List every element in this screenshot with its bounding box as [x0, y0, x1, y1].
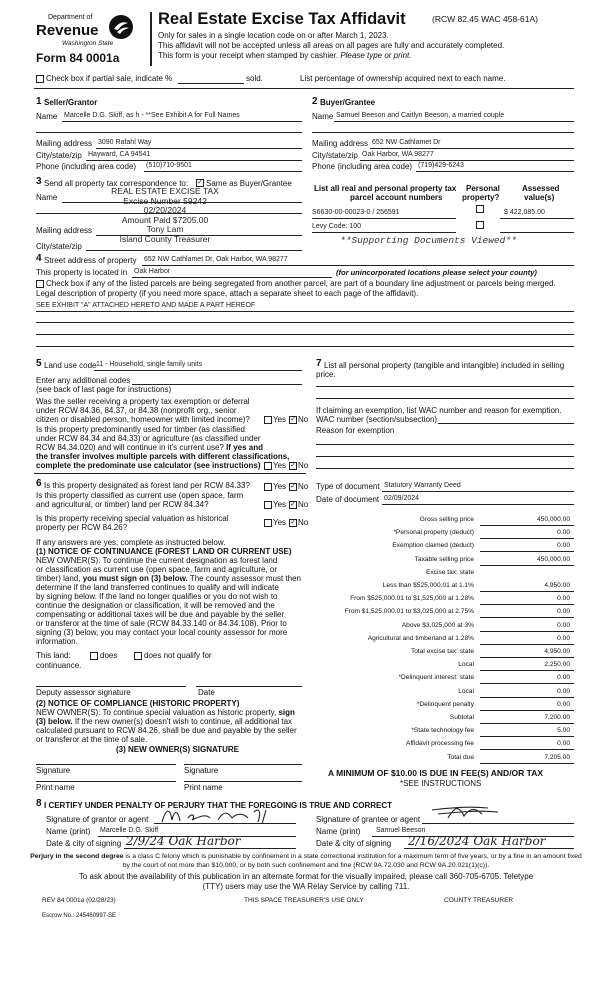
doc-type-field[interactable]: Statutory Warranty Deed: [384, 482, 461, 489]
buyer-mail-line: [370, 148, 574, 149]
seller-name-label: Name: [36, 112, 58, 121]
tax-row-value[interactable]: 450,000.00: [536, 516, 570, 523]
buyer-name-field[interactable]: Samuel Beeson and Caitlyn Beeson, a married couple: [336, 112, 505, 119]
seller-city-label: City/state/zip: [36, 151, 82, 160]
exemption-l1: If claiming an exemption, list WAC number and reason for exemption.: [316, 406, 562, 415]
s7-line2: [316, 398, 574, 399]
seller-mail-line: [96, 148, 302, 149]
legal-line2: [36, 322, 574, 323]
avail-text2: (TTY) users may use the WA Relay Service by calling 711.: [202, 882, 410, 891]
seller-phone-field[interactable]: (510)710-9501: [146, 162, 192, 169]
q6-1-no-label: No: [298, 482, 309, 491]
grantee-date-label: Date & city of signing: [316, 839, 392, 848]
tax-row-line: [480, 683, 574, 684]
q6-1-no-checkbox[interactable]: ✓: [290, 483, 296, 490]
legal-line4: [36, 346, 574, 347]
same-as-buyer-checkbox[interactable]: ✓: [197, 179, 203, 186]
tax-row-label: From $1,525,000.01 to $3,025,000 at 2.75%: [344, 608, 474, 616]
q5-1c: citizen or disabled person, homeowner with limited income)?: [36, 415, 250, 424]
notice2-l4: or transferor at the time of sale.: [36, 735, 148, 744]
land-not-qualify-checkbox[interactable]: [134, 652, 142, 660]
treasurer-stamp: [90, 187, 240, 244]
q6-2-no-label: No: [298, 500, 309, 509]
grantee-name-field[interactable]: Samuel Beeson: [376, 827, 426, 834]
q6-1-yes-label: Yes: [273, 482, 287, 491]
grantee-date-line: [404, 848, 574, 849]
tax-row-label: Total due: [447, 753, 474, 761]
q6-3-no-label: No: [298, 518, 309, 527]
q6-3-yes-checkbox[interactable]: [264, 519, 272, 527]
buyer-name-label: Name: [312, 112, 334, 121]
form-number: Form 84 0001a: [36, 51, 120, 65]
stamp-line6: Island County Treasurer: [119, 233, 211, 244]
legal-line3: [36, 334, 574, 335]
grantor-sig-label: Signature of grantor or agent: [46, 815, 149, 824]
tax-row-value[interactable]: 0.00: [557, 529, 570, 537]
seller-mail-label: Mailing address: [36, 139, 93, 148]
notice1-l5: by signing below. If the land no longer qualifies or you do not wish to: [36, 592, 278, 601]
grantor-name-field[interactable]: Marcelle D.G. Skiff: [100, 827, 159, 834]
doc-type-label: Type of document: [316, 482, 380, 491]
land-use-line: [94, 370, 302, 371]
grantor-date-line: [124, 848, 296, 849]
section2-number: 2: [312, 96, 318, 107]
tax-row-line: [480, 644, 574, 645]
section7-number: 7: [316, 358, 322, 369]
grantor-date-field[interactable]: 2/9/24 Oak Harbor: [126, 834, 241, 848]
legal-label: Legal description of property (if you need more space, attach a separate sheet to each page of the affidavit).: [36, 289, 419, 298]
seller-city-field[interactable]: Hayward, CA 94541: [88, 151, 151, 158]
seller-name-line: [62, 121, 302, 122]
tax-row-value[interactable]: 0.00: [557, 634, 570, 642]
tax-row-value[interactable]: 0.00: [557, 687, 570, 695]
seller-mail-field[interactable]: 3090 Rafahl Way: [98, 139, 152, 146]
levy-line: [312, 232, 456, 233]
q6-3b: property per RCW 84.26?: [36, 523, 128, 532]
legal-description-field[interactable]: SEE EXHIBIT "A" ATTACHED HERETO AND MADE A PART HEREOF: [36, 302, 256, 309]
q6-2-yes-checkbox[interactable]: [264, 501, 272, 509]
tax-row-line: [480, 723, 574, 724]
personal-list-l2: price.: [316, 370, 336, 379]
tax-row-label: Agricultural and timberland at 1.28%: [367, 634, 474, 642]
street-label: Street address of property: [44, 256, 137, 265]
personal-property-checkbox-2[interactable]: [476, 221, 484, 229]
q6-2b: and agricultural, or timber) land per RCW 84.34?: [36, 500, 209, 509]
notice1-l10: information.: [36, 637, 78, 646]
section4-number: 4: [36, 253, 42, 264]
sold-label: sold.: [246, 74, 263, 83]
q5-1a: Was the seller receiving a property tax exemption or deferral: [36, 397, 250, 406]
tax-row-label: Total excise tax: state: [410, 648, 474, 655]
tax-row-label: Taxable selling price: [414, 555, 474, 563]
seller-name-line2: [36, 132, 302, 133]
land-does-checkbox[interactable]: [90, 652, 98, 660]
perjury-text2: a fine in an amount fixed by the court of not more than $10,000, or by both such confinement and fine (RCW 9A.72.030 and RCW 9A.20.021(1)(c)).: [122, 853, 582, 869]
tax-row-line: [480, 657, 574, 658]
corr-city-label: City/state/zip: [36, 242, 82, 251]
corr-name-label: Name: [36, 193, 58, 202]
doc-date-line: [382, 504, 574, 505]
see-instructions: *SEE INSTRUCTIONS: [400, 779, 482, 788]
send-correspondence-label: Send all property tax correspondence to:: [44, 179, 189, 188]
q5-2-no-label: No: [298, 461, 309, 470]
section3-number: 3: [36, 176, 42, 187]
tax-row-value[interactable]: 0.00: [557, 740, 570, 748]
segregate-label: Check box if any of the listed parcels are being segregated from another parcel, are part of a boundary line adjustment or parcels being merged.: [46, 279, 556, 288]
escrow-number: Escrow No.: 245460997-SE: [42, 913, 117, 919]
notice1-title: (1) NOTICE OF CONTINUANCE (FOREST LAND OR CURRENT USE): [36, 547, 292, 556]
tax-row-label: Local: [458, 661, 474, 669]
unincorporated-note: (for unincorporated locations please select your county): [336, 268, 537, 277]
q5-2c: RCW 84.34.020) and will continue in it's current use? If yes and: [36, 443, 263, 452]
owner-print-line1: [36, 781, 176, 782]
tax-row-label: Local: [458, 687, 474, 695]
owner-print-line2: [184, 781, 302, 782]
tax-row-label: Affidavit processing fee: [405, 740, 474, 748]
tax-row-line: [480, 617, 574, 618]
tax-row-value[interactable]: 0.00: [557, 700, 570, 708]
grantor-date-label: Date & city of signing: [46, 839, 122, 848]
tax-row-line: [480, 565, 574, 566]
addl-codes-label: Enter any additional codes: [36, 376, 131, 385]
wac-label: WAC number (section/subsection): [316, 415, 438, 424]
notice1-l1: NEW OWNER(S): To continue the current designation as forest land: [36, 556, 278, 565]
tax-row-line: [480, 631, 574, 632]
stamp-line3: 02/20/2024: [143, 205, 187, 215]
section5-rule: [34, 473, 306, 474]
notice2-title: (2) NOTICE OF COMPLIANCE (HISTORIC PROPERTY): [36, 699, 240, 708]
reason-label: Reason for exemption: [316, 426, 395, 435]
logo-block: [36, 10, 148, 66]
buyer-city-line: [360, 160, 574, 161]
personal-header1: Personal: [466, 184, 500, 193]
tax-row-value[interactable]: 7,205.00: [544, 753, 570, 761]
tax-row-line: [480, 604, 574, 605]
availability-notice: [30, 872, 582, 892]
corr-mail-label: Mailing address: [36, 226, 93, 235]
if-yes-note: If any answers are yes, complete as instructed below.: [36, 538, 226, 547]
tax-row-line: [480, 749, 574, 750]
tax-row-line: [480, 551, 574, 552]
doc-date-label: Date of document: [316, 495, 380, 504]
section1-number: 1: [36, 96, 42, 107]
assessed-line: [500, 218, 574, 219]
header-line3: This form is your receipt when stamped by cashier. Please type or print.: [158, 51, 412, 60]
located-label: This property is located in: [36, 268, 128, 277]
owner-print-label1[interactable]: Print name: [36, 783, 75, 792]
notice2-l2: (3) below. If the new owner(s) doesn't wish to continue, all additional tax: [36, 717, 293, 726]
tax-row-value[interactable]: 0.00: [557, 595, 570, 603]
deputy-label: Deputy assessor signature: [36, 688, 131, 697]
deputy-line: [36, 686, 186, 687]
partial-sale-label: Check box if partial sale, indicate %: [46, 74, 173, 83]
personal-header2: property?: [462, 193, 500, 202]
doc-type-line: [382, 491, 574, 492]
buyer-phone-line: [416, 171, 574, 172]
s7-line1: [316, 386, 574, 387]
street-field[interactable]: 652 NW Cathlamet Dr, Oak Harbor, WA 98277: [144, 256, 288, 263]
parcel-header2: parcel account numbers: [350, 193, 443, 202]
buyer-mail-field[interactable]: 652 NW Cathlamet Dr: [372, 139, 441, 146]
q5-2-no-checkbox[interactable]: ✓: [290, 462, 296, 469]
notice2-l1: NEW OWNER(S): To continue special valuation as historic property, sign: [36, 708, 295, 717]
assessed-value-field[interactable]: $ 422,085.00: [504, 209, 545, 216]
tax-row-label: *Personal property (deduct): [393, 529, 474, 537]
tax-row-label: Above $3,025,000 at 3%: [401, 621, 474, 629]
treasurer-use-label: THIS SPACE TREASURER'S USE ONLY: [244, 897, 364, 904]
parcel-number-field[interactable]: S6630-00-00023-0 / 256591: [312, 209, 400, 216]
reason-line1: [316, 444, 574, 445]
stamp-line5: Tony Lam: [146, 224, 184, 234]
revenue-logo-text: Revenue: [36, 22, 99, 39]
parcel-line: [312, 218, 456, 219]
owner-signature-label1[interactable]: Signature: [36, 766, 71, 775]
tax-row-label: Excise tax: state: [425, 568, 474, 576]
perjury-notice: [30, 852, 582, 870]
continuance-label: continuance.: [36, 661, 82, 670]
dept-label: Department of: [48, 14, 93, 21]
tax-row-label: Less than $525,000.01 at 1.1%: [382, 582, 474, 589]
tax-row-value[interactable]: 0.00: [557, 674, 570, 682]
q6-3a: Is this property receiving special valuation as historical: [36, 514, 229, 523]
buyer-phone-label: Phone (including area code): [312, 162, 413, 171]
tax-row-label: *Delinquent interest: state: [398, 674, 474, 682]
buyer-name-line: [334, 121, 574, 122]
same-as-buyer-label: Same as Buyer/Grantee: [206, 179, 292, 188]
land-not-qualify-label: does not qualify for: [144, 651, 212, 660]
deputy-date-label: Date: [198, 688, 215, 697]
notice1-l7: compensating or additional taxes will be due and payable by the seller: [36, 610, 285, 619]
land-use-field[interactable]: 11 - Household, single family units: [96, 361, 203, 368]
tax-row-value[interactable]: 0.00: [557, 542, 570, 550]
assessed-header2: value(s): [524, 193, 555, 202]
q5-1-yes-label: Yes: [273, 415, 287, 424]
revenue-logo-icon: [108, 14, 134, 40]
stamp-line1: REAL ESTATE EXCISE TAX: [111, 186, 219, 196]
tax-row-line: [480, 697, 574, 698]
owner-print-label2[interactable]: Print name: [184, 783, 223, 792]
partial-sale-checkbox[interactable]: [36, 75, 44, 83]
form-title: Real Estate Excise Tax Affidavit: [158, 10, 406, 28]
owner-signature-label2[interactable]: Signature: [184, 766, 219, 775]
q5-2b: under RCW 84.34 and 84.33) or agriculture (as classified under: [36, 434, 261, 443]
q5-2-yes-label: Yes: [273, 461, 287, 470]
tax-row-value[interactable]: 5.00: [557, 727, 570, 735]
grantor-name-label: Name (print): [46, 827, 91, 836]
notice3-title: (3) NEW OWNER(S) SIGNATURE: [116, 745, 239, 754]
minimum-notice: A MINIMUM OF $10.00 IS DUE IN FEE(S) AND/OR TAX: [328, 768, 544, 778]
tax-row-line: [480, 736, 574, 737]
rev-label: REV 84 0001a (02/28/23): [42, 897, 116, 904]
seller-phone-line: [144, 171, 302, 172]
buyer-city-field[interactable]: Oak Harbor, WA 98277: [362, 151, 434, 158]
q5-1b: under RCW 84.36, 84.37, or 84.38 (nonprofit org., senior: [36, 406, 237, 415]
certify-text: I CERTIFY UNDER PENALTY OF PERJURY THAT THE FOREGOING IS TRUE AND CORRECT: [44, 801, 393, 810]
q6-1: Is this property designated as forest land per RCW 84.33?: [44, 481, 250, 490]
tax-row-value[interactable]: 4,950.00: [544, 648, 570, 655]
grantor-signature[interactable]: [158, 806, 278, 826]
tax-row-line: [480, 591, 574, 592]
tax-row-label: From $525,000.01 to $1,525,000 at 1.28%: [350, 595, 474, 603]
section6-number: 6: [36, 478, 42, 489]
located-field[interactable]: Oak Harbor: [134, 268, 171, 275]
land-does-label: does: [100, 651, 118, 660]
tax-row-label: *State technology fee: [411, 727, 474, 735]
header-line2: This affidavit will not be accepted unless all areas on all pages are fully and accurately completed.: [158, 41, 505, 50]
q5-2d: the transfer involves multiple parcels with different classifications,: [36, 452, 290, 461]
notice1-l4: determine if the land transferred continues to qualify and will indicate: [36, 583, 279, 592]
q5-1-no-checkbox[interactable]: ✓: [290, 416, 296, 423]
buyer-name-line2: [312, 132, 574, 133]
notice2-l3: calculated pursuant to RCW 84.26, shall be due and payable by the seller: [36, 726, 297, 735]
seller-phone-label: Phone (including area code): [36, 162, 137, 171]
tax-row-value[interactable]: 7,200.00: [544, 714, 570, 721]
tax-row-label: *Delinquent penalty: [416, 700, 474, 708]
q5-1-yes-checkbox[interactable]: [264, 416, 272, 424]
supporting-docs-stamp: **Supporting Documents Viewed**: [340, 235, 517, 246]
tax-row-label: Subtotal: [449, 714, 474, 721]
notice1-l6: continue the designation or classification, it will be removed and the: [36, 601, 275, 610]
q5-2-yes-checkbox[interactable]: [264, 462, 272, 470]
stamp-line2: Excise Number 59242: [123, 195, 207, 206]
legal-line1: [36, 311, 574, 312]
tax-row-line: [480, 763, 574, 764]
q6-2-no-checkbox[interactable]: ✓: [290, 501, 296, 508]
notice1-l8: or transferor at the time of sale (RCW 84.33.140 or 84.34.108). Prior to: [36, 619, 287, 628]
deputy-date-line: [196, 686, 302, 687]
tax-row-line: [480, 670, 574, 671]
stamp-line4: Amount Paid $7205.00: [121, 214, 209, 225]
seller-heading: Seller/Grantor: [44, 98, 98, 107]
header-divider: [150, 12, 152, 66]
header-rule: [34, 88, 574, 89]
tax-row-value[interactable]: 0.00: [557, 608, 570, 616]
located-line: [132, 277, 332, 278]
levy-code-field[interactable]: Levy Code: 100: [312, 223, 362, 230]
street-line: [142, 265, 574, 266]
owner-sig-line1: [36, 764, 176, 765]
q5-2a: Is this property predominantly used for timber (as classified: [36, 425, 245, 434]
grantee-signature[interactable]: [428, 800, 508, 824]
state-label: Washington State: [62, 40, 114, 47]
personal-property-checkbox-1[interactable]: [476, 205, 484, 213]
q5-1-no-label: No: [298, 415, 309, 424]
q6-3-yes-label: Yes: [273, 518, 287, 527]
avail-text1: To ask about the availability of this publication in an alternate format for the visually impaired, please call 360-705-6705. Teletype: [78, 872, 534, 881]
tax-row-label: Exemption claimed (deduct): [392, 542, 474, 550]
seller-city-line: [86, 160, 302, 161]
tax-row-value[interactable]: 450,000.00: [536, 555, 570, 563]
buyer-mail-label: Mailing address: [312, 139, 369, 148]
personal-list-l1: List all personal property (tangible and intangible) included in selling: [324, 361, 565, 370]
form-rcw: (RCW 82.45 WAC 458-61A): [432, 14, 538, 24]
assessed-line2: [500, 232, 574, 233]
section8-number: 8: [36, 798, 42, 809]
notice1-l2: or classification as current use (open space, farm and agriculture, or: [36, 565, 278, 574]
wac-line: [438, 423, 574, 424]
tax-row-value[interactable]: 0.00: [557, 621, 570, 629]
tax-row-value[interactable]: 4,950.00: [544, 582, 570, 589]
q6-2a: Is this property classified as current use (open space, farm: [36, 491, 244, 500]
perjury-bold: Perjury in the second degree: [30, 853, 124, 860]
tax-row-label: Gross selling price: [419, 516, 474, 523]
owner-sig-line2: [184, 764, 302, 765]
grantee-sig-label: Signature of grantee or agent: [316, 815, 421, 824]
addl-codes-sub: (see back of last page for instructions): [36, 385, 172, 394]
notice1-l9: signing (3) below, you may contact your local county assessor for more: [36, 628, 288, 637]
tax-row-line: [480, 710, 574, 711]
q5-2e: complete the predominate use calculator (see instructions): [36, 461, 261, 470]
notice1-l3: timber) land, you must sign on (3) below. The county assessor must then: [36, 574, 301, 583]
tax-row-line: [480, 525, 574, 526]
section5-number: 5: [36, 358, 42, 369]
this-land-label: This land:: [36, 651, 71, 660]
assessed-header1: Assessed: [522, 184, 560, 193]
header-line1: Only for sales in a single location code on or after March 1, 2023.: [158, 31, 389, 40]
perjury-text1: is a class C felony which is punishable by confinement in a state correctional institution for a maximum term of five years, or by: [125, 853, 506, 860]
buyer-heading: Buyer/Grantee: [320, 98, 376, 107]
doc-date-field[interactable]: 02/09/2024: [384, 495, 420, 502]
reason-line2: [316, 456, 574, 457]
parcel-header1: List all real and personal property tax: [314, 184, 457, 193]
grantee-date-field[interactable]: 2/16/2024 Oak Harbor: [408, 834, 546, 848]
tax-row-line: [480, 538, 574, 539]
buyer-phone-field[interactable]: (719)429-6243: [418, 162, 464, 169]
land-use-label: Land use code: [44, 361, 97, 370]
q6-2-yes-label: Yes: [273, 500, 287, 509]
partial-sale-line: [178, 83, 244, 84]
reason-line3: [316, 468, 574, 469]
q6-1-yes-checkbox[interactable]: [264, 483, 272, 491]
corr-city-line: [86, 250, 302, 251]
tax-row-value[interactable]: 2,250.00: [544, 661, 570, 669]
seller-name-field[interactable]: Marcelle D.G. Skiff, as h - **See Exhibit A for Full Names: [64, 112, 240, 119]
grantee-name-label: Name (print): [316, 827, 361, 836]
county-treasurer-label: COUNTY TREASURER: [444, 897, 514, 904]
q6-3-no-checkbox[interactable]: ✓: [290, 519, 296, 526]
buyer-city-label: City/state/zip: [312, 151, 358, 160]
segregate-checkbox[interactable]: [36, 280, 44, 288]
ownership-note: List percentage of ownership acquired next to each name.: [300, 74, 506, 83]
